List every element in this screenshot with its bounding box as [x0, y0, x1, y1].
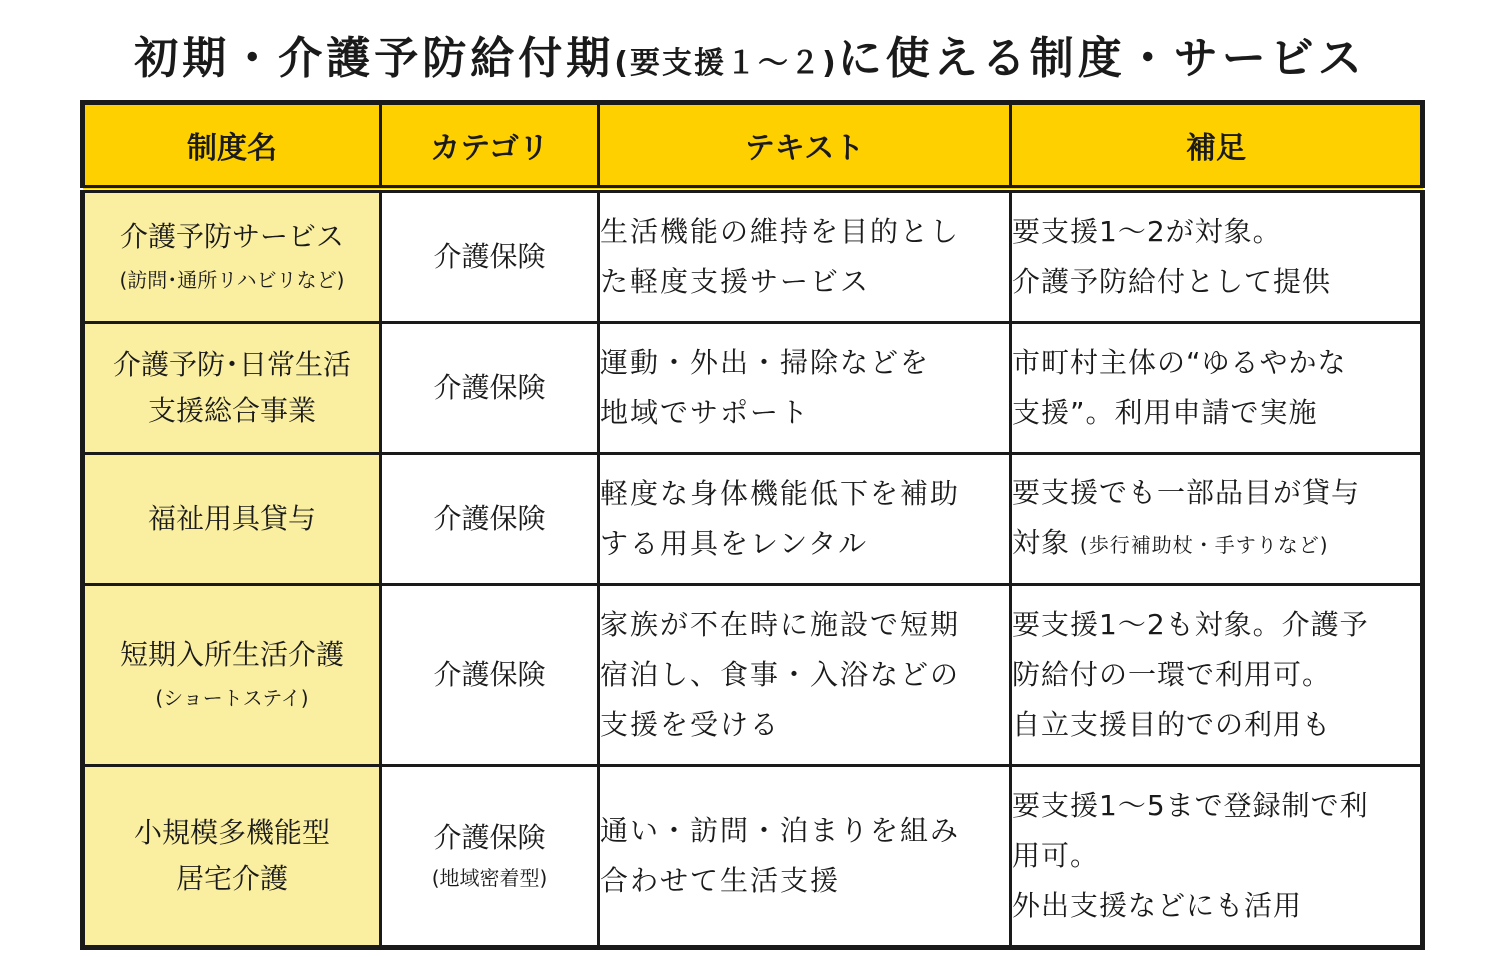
system-name-note: (ショートステイ): [155, 686, 309, 710]
supplement-line: 防給付の一環で利用可。: [1012, 658, 1332, 691]
header-supplement: 補足: [1011, 103, 1423, 190]
supplement-line: 要支援でも一部品目が貸与: [1012, 476, 1361, 509]
supplement-line: 対象: [1012, 526, 1071, 559]
category-cell: [381, 585, 599, 766]
system-name-cell: [83, 454, 381, 585]
table-row: [83, 454, 1423, 585]
supplement-cell: [1011, 323, 1423, 454]
category-cell: [381, 189, 599, 323]
text-cell: [599, 766, 1011, 948]
system-name-cell: [83, 323, 381, 454]
system-name: 福祉用具貸与: [147, 502, 316, 535]
header-system-name: 制度名: [83, 103, 381, 190]
supplement-cell: [1011, 189, 1423, 323]
header-category: カテゴリ: [381, 103, 599, 190]
supplement-line: 要支援1～2が対象。: [1012, 215, 1282, 248]
supplement-line: 支援”。利用申請で実施: [1012, 396, 1318, 429]
text-line: 宿泊し、食事・入浴などの: [600, 658, 961, 691]
supplement-line: 外出支援などにも活用: [1012, 889, 1303, 922]
header-text: テキスト: [599, 103, 1011, 190]
text-line: 合わせて生活支援: [600, 864, 841, 897]
supplement-line: 自立支援目的での利用も: [1012, 708, 1332, 741]
title-paren: (要支援１～２): [614, 46, 838, 81]
supplement-line: 市町村主体の“ゆるやかな: [1012, 346, 1347, 379]
text-cell: [599, 585, 1011, 766]
text-cell: [599, 323, 1011, 454]
title-prefix: 初期・介護予防給付期: [134, 33, 615, 84]
table-row: [83, 189, 1423, 323]
text-cell: [599, 189, 1011, 323]
table-row: [83, 323, 1423, 454]
system-name-cell: [83, 189, 381, 323]
supplement-line: 介護予防給付として提供: [1012, 265, 1332, 298]
text-line: 生活機能の維持を目的とし: [600, 215, 961, 248]
system-name-line2: 居宅介護: [175, 862, 288, 895]
supplement-cell: [1011, 585, 1423, 766]
system-name-note: (訪問･通所リハビリなど): [119, 268, 345, 292]
system-name: 小規模多機能型: [133, 816, 330, 849]
supplement-note: (歩行補助杖・手すりなど): [1079, 533, 1329, 557]
system-name: 介護予防サービス: [119, 220, 344, 253]
table-row: [83, 585, 1423, 766]
text-line: 家族が不在時に施設で短期: [600, 608, 961, 641]
system-name-cell: [83, 766, 381, 948]
system-name-line2: 支援総合事業: [147, 394, 316, 427]
supplement-cell: [1011, 766, 1423, 948]
text-line: する用具をレンタル: [600, 527, 869, 560]
system-name: 介護予防･日常生活: [112, 348, 351, 381]
supplement-cell: [1011, 454, 1423, 585]
category-note: (地域密着型): [431, 866, 548, 890]
category: 介護保険: [433, 371, 546, 404]
supplement-line: 要支援1～2も対象。介護予: [1012, 608, 1369, 641]
table-row: [83, 766, 1423, 948]
category-cell: [381, 766, 599, 948]
category: 介護保険: [433, 821, 546, 854]
system-name-cell: [83, 585, 381, 766]
page-title: [0, 22, 1500, 86]
category-cell: [381, 323, 599, 454]
category: 介護保険: [433, 658, 546, 691]
system-name: 短期入所生活介護: [119, 638, 344, 671]
text-line: 支援を受ける: [600, 708, 781, 741]
supplement-line-with-note: [1012, 518, 1420, 570]
text-line: 通い・訪問・泊まりを組み: [600, 814, 961, 847]
table-header-row: [83, 103, 1423, 190]
text-cell: [599, 454, 1011, 585]
text-line: 運動・外出・掃除などを: [600, 346, 931, 379]
title-suffix: に使える制度・サービス: [837, 33, 1366, 84]
supplement-line: 用可。: [1012, 839, 1100, 872]
text-line: た軽度支援サービス: [600, 265, 871, 298]
category: 介護保険: [433, 502, 546, 535]
text-line: 軽度な身体機能低下を補助: [600, 477, 961, 510]
services-table: [80, 100, 1425, 950]
category: 介護保険: [433, 240, 546, 273]
category-cell: [381, 454, 599, 585]
supplement-line: 要支援1～5まで登録制で利: [1012, 789, 1369, 822]
text-line: 地域でサポート: [600, 396, 811, 429]
